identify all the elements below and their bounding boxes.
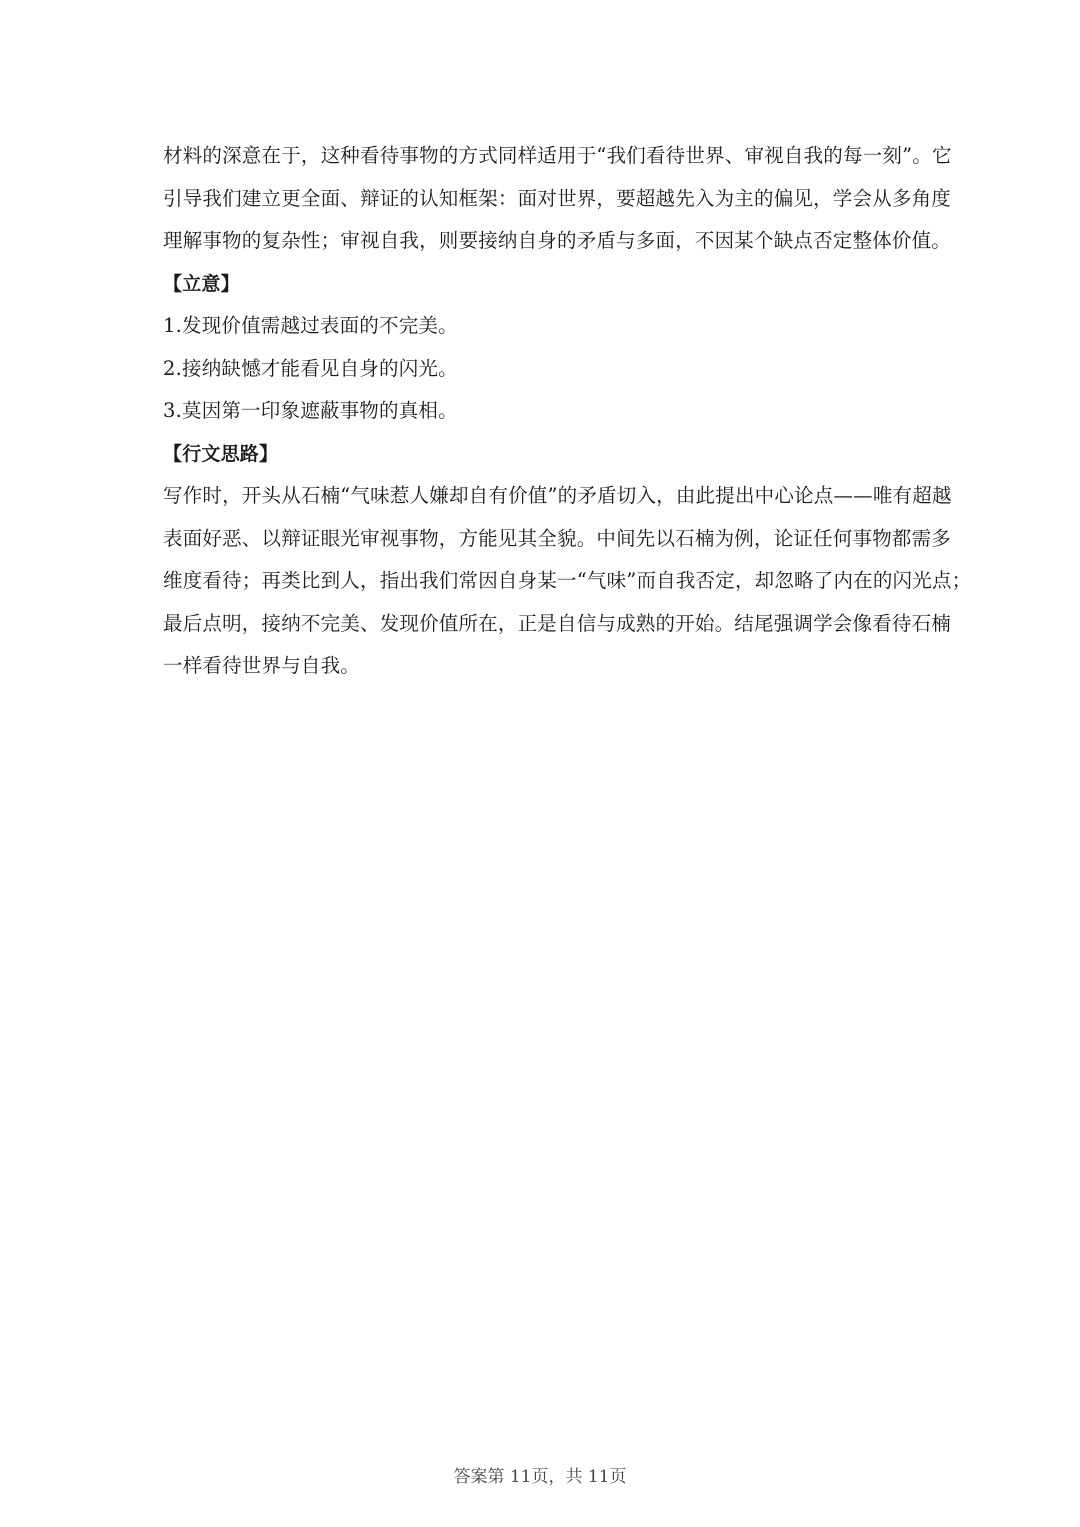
section-xingwen	[163, 433, 972, 688]
paragraph-line: 表面好恶、以辩证眼光审视事物，方能见其全貌。中间先以石楠为例，论证任何事物都需多	[163, 526, 952, 550]
paragraph-line: 维度看待；再类比到人，指出我们常因自身某一“气味”而自我否定，却忽略了内在的闪光点；	[163, 569, 972, 592]
paragraph-line: 引导我们建立更全面、辩证的认知框架：面对世界，要超越先入为主的偏见，学会从多角度	[163, 186, 952, 210]
section-heading-liyi: 【立意】	[163, 272, 240, 295]
list-item: 3.莫因第一印象遮蔽事物的真相。	[163, 399, 458, 422]
paragraph-line: 材料的深意在于，这种看待事物的方式同样适用于“我们看待世界、审视自我的每一刻”。它	[163, 144, 952, 167]
section-heading-xingwen: 【行文思路】	[163, 442, 279, 465]
document-body	[163, 135, 972, 688]
section-liyi	[163, 263, 918, 433]
list-item: 2.接纳缺憾才能看见自身的闪光。	[163, 356, 458, 380]
page-footer: 答案第 11页，共 11页	[453, 1467, 627, 1487]
intro-paragraph	[163, 135, 952, 263]
paragraph-line: 一样看待世界与自我。	[163, 654, 361, 677]
paragraph-line: 写作时，开头从石楠“气味惹人嫌却自有价值”的矛盾切入，由此提出中心论点——唯有超越	[163, 484, 952, 507]
paragraph-line: 理解事物的复杂性；审视自我，则要接纳自身的矛盾与多面，不因某个缺点否定整体价值。	[163, 229, 952, 252]
paragraph-line: 最后点明，接纳不完美、发现价值所在，正是自信与成熟的开始。结尾强调学会像看待石楠	[163, 611, 952, 635]
list-item: 1.发现价值需越过表面的不完美。	[163, 314, 458, 337]
